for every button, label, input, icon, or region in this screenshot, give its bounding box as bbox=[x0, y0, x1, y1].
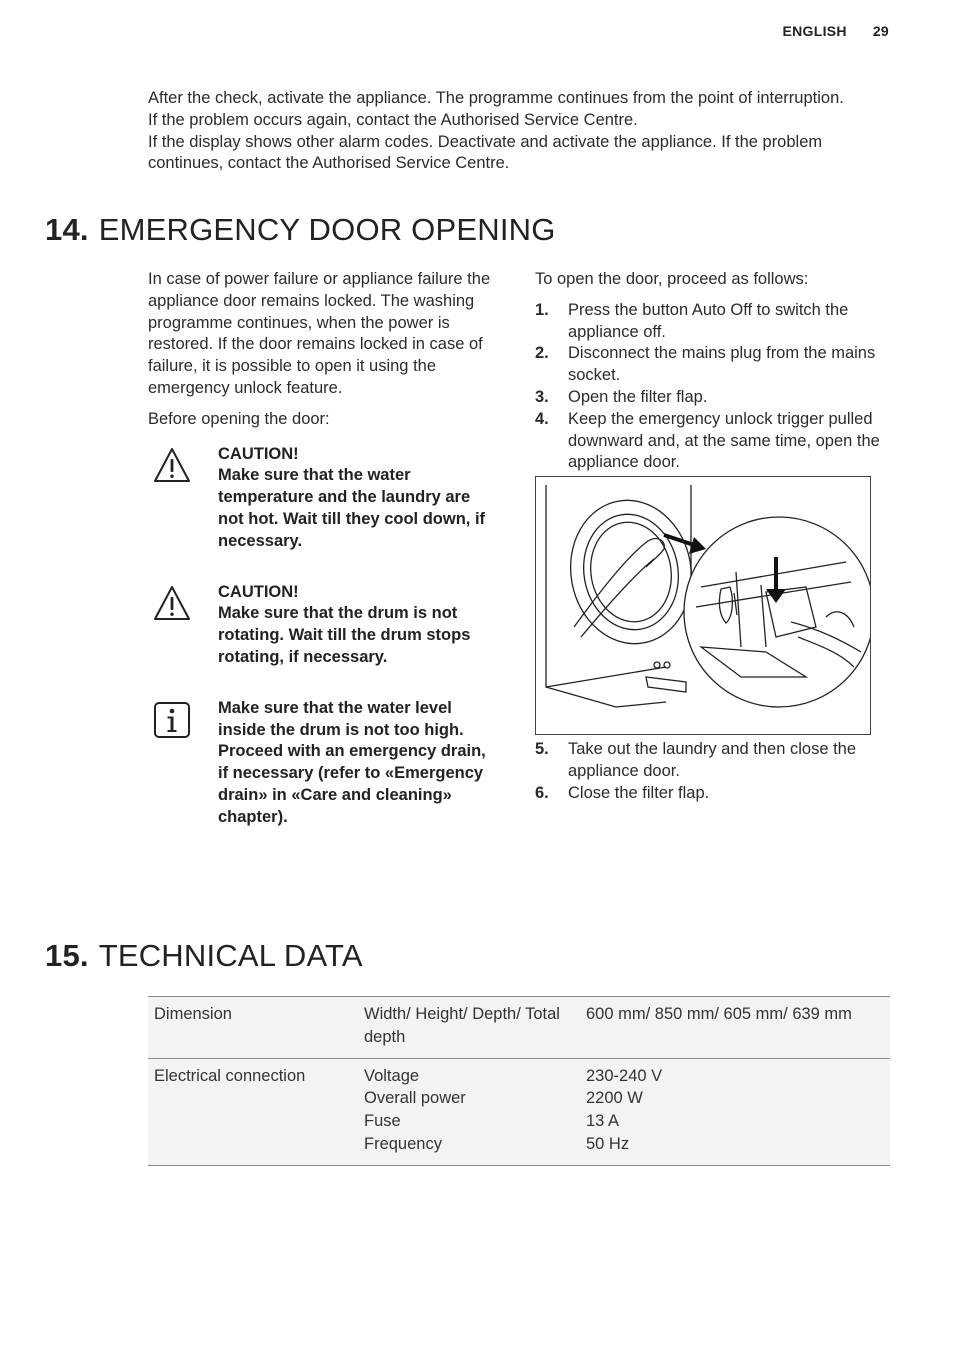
step-text: Press the button Auto Off to switch the appliance off. bbox=[568, 300, 849, 341]
item-value: 2200 W bbox=[586, 1089, 643, 1108]
left-column bbox=[148, 269, 500, 829]
technical-data-table bbox=[148, 996, 890, 1166]
caution-text: Make sure that the drum is not rotating. Wait till the drum stops rotating, if necessary. bbox=[218, 604, 471, 666]
procedure-intro: To open the door, proceed as follows: bbox=[535, 270, 809, 288]
page-number: 29 bbox=[872, 23, 889, 39]
step-number: 3. bbox=[535, 387, 549, 406]
item-label: Frequency bbox=[364, 1134, 442, 1153]
step-number: 5. bbox=[535, 740, 549, 758]
before-opening-paragraph: Before opening the door: bbox=[148, 409, 330, 428]
list-item bbox=[535, 300, 890, 344]
procedure-steps bbox=[535, 300, 890, 474]
info-block bbox=[148, 698, 500, 829]
step-number: 4. bbox=[535, 409, 549, 428]
item-value: 600 mm/ 850 mm/ 605 mm/ 639 mm bbox=[586, 1005, 852, 1023]
caution-block bbox=[148, 582, 500, 669]
emergency-unlock-illustration bbox=[535, 476, 871, 735]
warning-triangle-icon bbox=[152, 584, 192, 624]
caution-title: CAUTION! bbox=[218, 444, 299, 463]
power-failure-paragraph: In case of power failure or appliance failure the appliance door remains locked. The washing programme continues, when the power is restored. If the door remains locked in case of failure, it is possible to open it using the emergency unlock feature. bbox=[148, 270, 491, 397]
section-title: TECHNICAL DATA bbox=[98, 938, 363, 973]
section-title: EMERGENCY DOOR OPENING bbox=[98, 212, 556, 247]
row-items bbox=[358, 1058, 580, 1165]
item-label: Voltage bbox=[364, 1066, 420, 1085]
list-item bbox=[535, 739, 890, 783]
procedure-steps-continued bbox=[535, 739, 890, 804]
item-label: Overall power bbox=[364, 1089, 466, 1108]
step-number: 1. bbox=[535, 300, 549, 319]
item-value: 50 Hz bbox=[586, 1134, 630, 1153]
step-text: Disconnect the mains plug from the mains socket. bbox=[568, 344, 876, 385]
section-number: 14. bbox=[45, 212, 89, 247]
section-heading-emergency-door-opening bbox=[45, 212, 556, 248]
section-number: 15. bbox=[45, 938, 89, 973]
list-item bbox=[535, 343, 890, 387]
intro-text bbox=[148, 88, 848, 175]
step-text: Close the filter flap. bbox=[568, 783, 710, 802]
step-text: Take out the laundry and then close the appliance door. bbox=[568, 740, 857, 780]
item-label: Fuse bbox=[364, 1112, 401, 1131]
intro-paragraph: If the problem occurs again, contact the Authorised Service Centre. bbox=[148, 110, 638, 129]
row-values bbox=[580, 1058, 890, 1165]
section-heading-technical-data bbox=[45, 938, 363, 974]
table-row bbox=[148, 997, 890, 1059]
warning-triangle-icon bbox=[152, 446, 192, 486]
list-item bbox=[535, 387, 890, 409]
language-label: ENGLISH bbox=[782, 23, 847, 39]
intro-paragraph: If the display shows other alarm codes. Deactivate and activate the appliance. If the problem continues, contact the Authorised Service Centre. bbox=[148, 132, 823, 173]
row-values bbox=[580, 997, 890, 1059]
row-items bbox=[358, 997, 580, 1059]
procedure-steps bbox=[535, 739, 890, 804]
info-icon bbox=[152, 700, 192, 740]
info-text: Make sure that the water level inside the drum is not too high. Proceed with an emergency drain, if necessary (refer to «Emergency drain» in «Care and cleaning» chapter). bbox=[218, 698, 486, 826]
caution-title: CAUTION! bbox=[218, 582, 299, 601]
page-header bbox=[782, 23, 889, 39]
step-number: 6. bbox=[535, 783, 549, 802]
list-item bbox=[535, 783, 890, 805]
right-column bbox=[535, 269, 890, 474]
item-label: Width/ Height/ Depth/ Total depth bbox=[364, 1005, 560, 1046]
item-value: 230-240 V bbox=[586, 1066, 663, 1085]
item-value: 13 A bbox=[586, 1112, 620, 1131]
step-number: 2. bbox=[535, 344, 549, 363]
intro-paragraph: After the check, activate the appliance. The programme continues from the point of interruption. bbox=[148, 89, 844, 107]
step-text: Keep the emergency unlock trigger pulled downward and, at the same time, open the appliance door. bbox=[568, 409, 880, 472]
caution-text: Make sure that the water temperature and the laundry are not hot. Wait till they cool down, if necessary. bbox=[218, 466, 486, 550]
caution-block bbox=[148, 444, 500, 553]
row-label: Electrical connection bbox=[148, 1058, 358, 1165]
table-row bbox=[148, 1058, 890, 1165]
list-item bbox=[535, 409, 890, 474]
row-label: Dimension bbox=[148, 997, 358, 1059]
step-text: Open the filter flap. bbox=[568, 387, 708, 406]
washing-machine-drawing bbox=[536, 477, 870, 734]
